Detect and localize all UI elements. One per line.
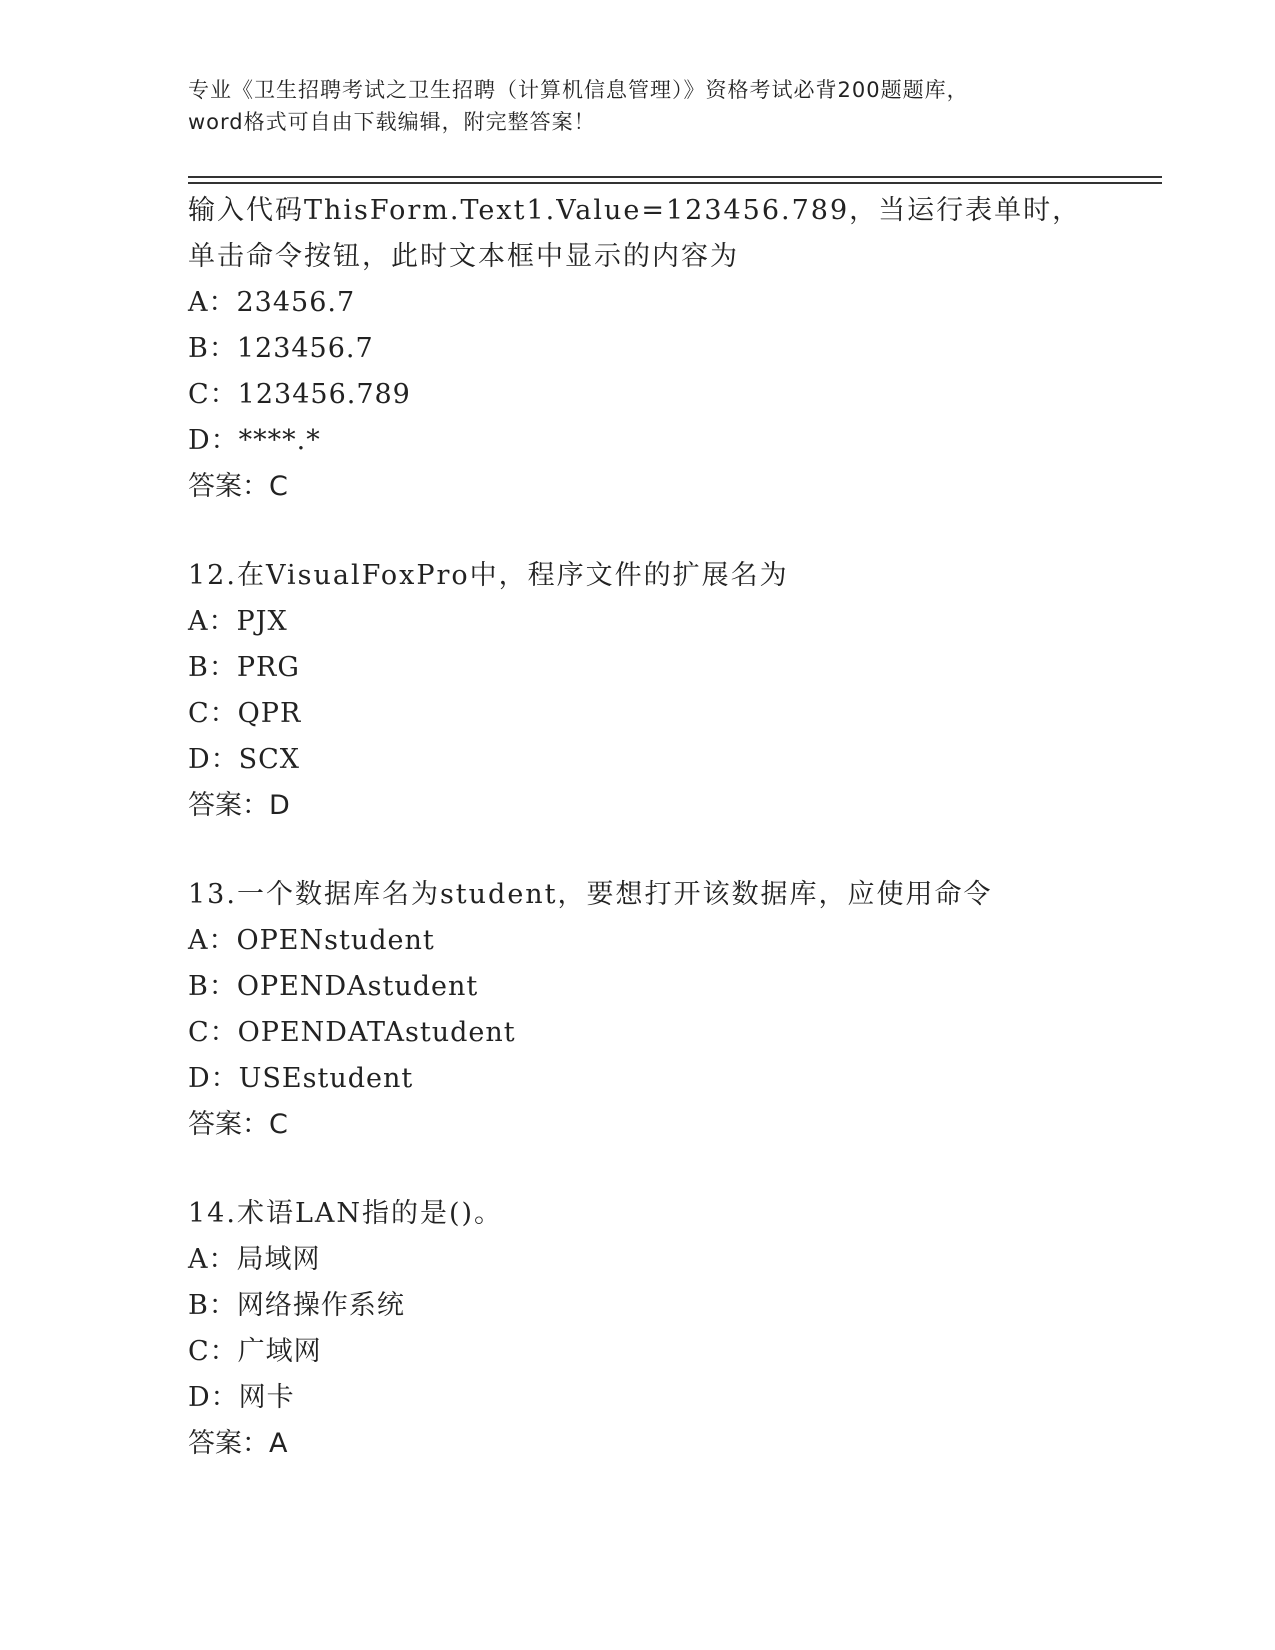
header-line-2: word格式可自由下载编辑，附完整答案！: [188, 110, 596, 134]
answer-label: 答案：: [188, 1428, 269, 1459]
option-letter: A: [188, 1244, 209, 1275]
option-text: 网络操作系统: [236, 1290, 405, 1321]
answer-value: C: [269, 471, 288, 502]
question-item: [188, 553, 1088, 829]
answer-line: [188, 1102, 1088, 1148]
option-text: 广域网: [237, 1336, 322, 1367]
answer-label: 答案：: [188, 790, 269, 821]
option-letter: A: [188, 287, 209, 318]
option-b: [188, 964, 1088, 1010]
question-text: 14.术语LAN指的是()。: [188, 1198, 504, 1229]
option-letter: D: [188, 1382, 211, 1413]
option-d: [188, 1056, 1088, 1102]
document-header: [188, 74, 1088, 138]
header-line-1: 专业《卫生招聘考试之卫生招聘（计算机信息管理）》资格考试必背200题题库，: [188, 78, 969, 102]
option-c: [188, 691, 1088, 737]
option-letter: D: [188, 1063, 211, 1094]
option-letter: A: [188, 606, 209, 637]
answer-label: 答案：: [188, 471, 269, 502]
option-separator: ：: [210, 1382, 239, 1413]
option-text: 123456.7: [236, 333, 374, 364]
option-letter: D: [188, 425, 211, 456]
option-separator: ：: [209, 1017, 238, 1048]
option-text: PRG: [236, 652, 300, 683]
option-separator: ：: [210, 425, 239, 456]
answer-value: D: [269, 790, 290, 821]
question-item: [188, 188, 1088, 510]
option-c: [188, 372, 1088, 418]
option-separator: ：: [208, 1244, 237, 1275]
option-c: [188, 1010, 1088, 1056]
option-separator: ：: [210, 1063, 239, 1094]
option-separator: ：: [208, 1290, 237, 1321]
option-letter: C: [188, 379, 210, 410]
option-b: [188, 645, 1088, 691]
option-letter: C: [188, 698, 210, 729]
option-letter: A: [188, 925, 209, 956]
option-letter: B: [188, 1290, 209, 1321]
option-text: 23456.7: [236, 287, 356, 318]
option-separator: ：: [208, 971, 237, 1002]
question-text: 12.在VisualFoxPro中，程序文件的扩展名为: [188, 560, 789, 591]
option-text: OPENDAstudent: [236, 971, 479, 1002]
option-separator: ：: [208, 925, 237, 956]
option-letter: B: [188, 333, 209, 364]
question-list: [188, 188, 1088, 1510]
question-text: 输入代码ThisForm.Text1.Value=123456.789，当运行表单时，单击命令按钮，此时文本框中显示的内容为: [188, 195, 1082, 272]
option-separator: ：: [208, 652, 237, 683]
option-separator: ：: [208, 606, 237, 637]
option-separator: ：: [209, 1336, 238, 1367]
option-separator: ：: [208, 287, 237, 318]
option-separator: ：: [208, 333, 237, 364]
answer-value: A: [269, 1428, 288, 1459]
option-text: QPR: [237, 698, 302, 729]
option-text: 123456.789: [237, 379, 411, 410]
answer-value: C: [269, 1109, 288, 1140]
option-d: [188, 1375, 1088, 1421]
option-letter: B: [188, 971, 209, 1002]
option-letter: B: [188, 652, 209, 683]
header-divider-top: [188, 176, 1162, 178]
option-b: [188, 1283, 1088, 1329]
option-a: [188, 918, 1088, 964]
option-text: OPENDATAstudent: [237, 1017, 516, 1048]
option-letter: C: [188, 1017, 210, 1048]
option-letter: C: [188, 1336, 210, 1367]
option-text: OPENstudent: [236, 925, 435, 956]
option-text: 局域网: [236, 1244, 321, 1275]
header-divider-bottom: [188, 182, 1162, 184]
question-item: [188, 872, 1088, 1148]
answer-line: [188, 783, 1088, 829]
option-d: [188, 418, 1088, 464]
option-text: ****.*: [238, 425, 321, 456]
option-a: [188, 1237, 1088, 1283]
option-separator: ：: [209, 379, 238, 410]
option-separator: ：: [210, 744, 239, 775]
option-c: [188, 1329, 1088, 1375]
option-text: SCX: [238, 744, 301, 775]
option-letter: D: [188, 744, 211, 775]
question-text: 13.一个数据库名为student，要想打开该数据库，应使用命令: [188, 879, 993, 910]
option-separator: ：: [209, 698, 238, 729]
option-text: 网卡: [238, 1382, 295, 1413]
option-a: [188, 599, 1088, 645]
option-a: [188, 280, 1088, 326]
answer-line: [188, 464, 1088, 510]
answer-label: 答案：: [188, 1109, 269, 1140]
question-item: [188, 1191, 1088, 1467]
option-text: PJX: [236, 606, 288, 637]
option-b: [188, 326, 1088, 372]
answer-line: [188, 1421, 1088, 1467]
option-d: [188, 737, 1088, 783]
option-text: USEstudent: [238, 1063, 414, 1094]
